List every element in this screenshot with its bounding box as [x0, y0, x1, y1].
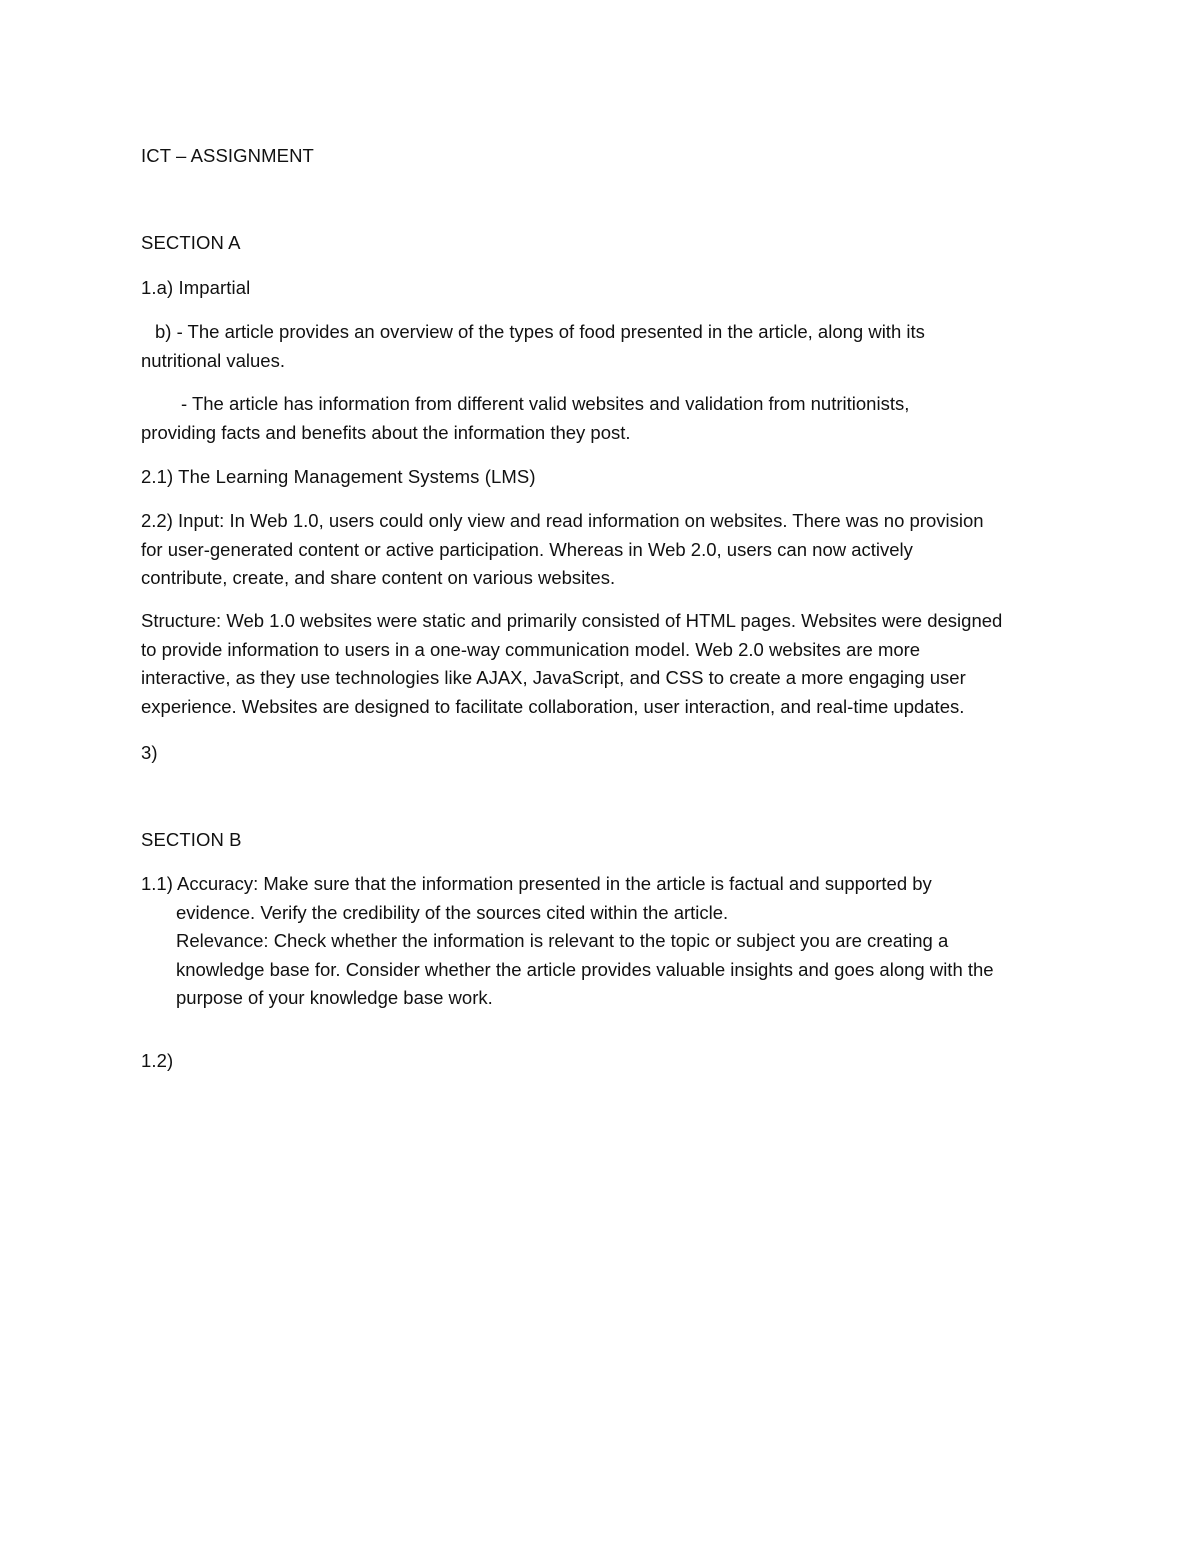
- answer-1a: 1.a) Impartial: [141, 277, 251, 298]
- answer-1b-point-2: [141, 390, 1071, 447]
- answer-1b: [141, 318, 1071, 375]
- answer-1b-line: b) - The article provides an overview of the types of food presented in the article, along with its: [155, 321, 925, 342]
- answer-1b-line: nutritional values.: [141, 349, 285, 371]
- structure-line: interactive, as they use technologies like AJAX, JavaScript, and CSS to create a more engaging user: [141, 667, 966, 688]
- answer-2-2: [141, 507, 1071, 593]
- answer-2-2-line: contribute, create, and share content on various websites.: [141, 567, 616, 588]
- section-a-heading: SECTION A: [141, 232, 241, 253]
- answer-b-1-1-line: 1.1) Accuracy: Make sure that the information presented in the article is factual and supported by: [141, 873, 932, 894]
- structure-line: to provide information to users in a one-way communication model. Web 2.0 websites are more: [141, 638, 921, 660]
- structure-line: Structure: Web 1.0 websites were static and primarily consisted of HTML pages. Websites were designed: [141, 610, 1003, 631]
- answer-2-1: 2.1) The Learning Management Systems (LMS): [141, 466, 536, 487]
- document-title: ICT – ASSIGNMENT: [141, 145, 314, 166]
- section-b-heading: SECTION B: [141, 829, 242, 850]
- answer-3: 3): [141, 742, 158, 763]
- answer-2-2-line: for user-generated content or active participation. Whereas in Web 2.0, users can now actively: [141, 538, 913, 560]
- structure-line: experience. Websites are designed to facilitate collaboration, user interaction, and real-time updates.: [141, 695, 965, 717]
- answer-b-1-2: 1.2): [141, 1050, 174, 1071]
- answer-b-1-1-line: knowledge base for. Consider whether the article provides valuable insights and goes along with the: [176, 958, 994, 980]
- answer-1b-point-2-line: providing facts and benefits about the information they post.: [141, 421, 631, 443]
- answer-2-2-line: 2.2) Input: In Web 1.0, users could only view and read information on websites. There was no provision: [141, 510, 984, 531]
- answer-1b-point-2-line: - The article has information from different valid websites and validation from nutritionists,: [181, 393, 910, 414]
- answer-b-1-1-line: purpose of your knowledge base work.: [176, 987, 493, 1008]
- answer-b-1-1-line: Relevance: Check whether the information is relevant to the topic or subject you are creating a: [176, 930, 949, 951]
- answer-2-2-structure: [141, 607, 1071, 721]
- answer-b-1-1-line: evidence. Verify the credibility of the sources cited within the article.: [176, 901, 729, 923]
- answer-b-1-1: [141, 870, 1071, 1013]
